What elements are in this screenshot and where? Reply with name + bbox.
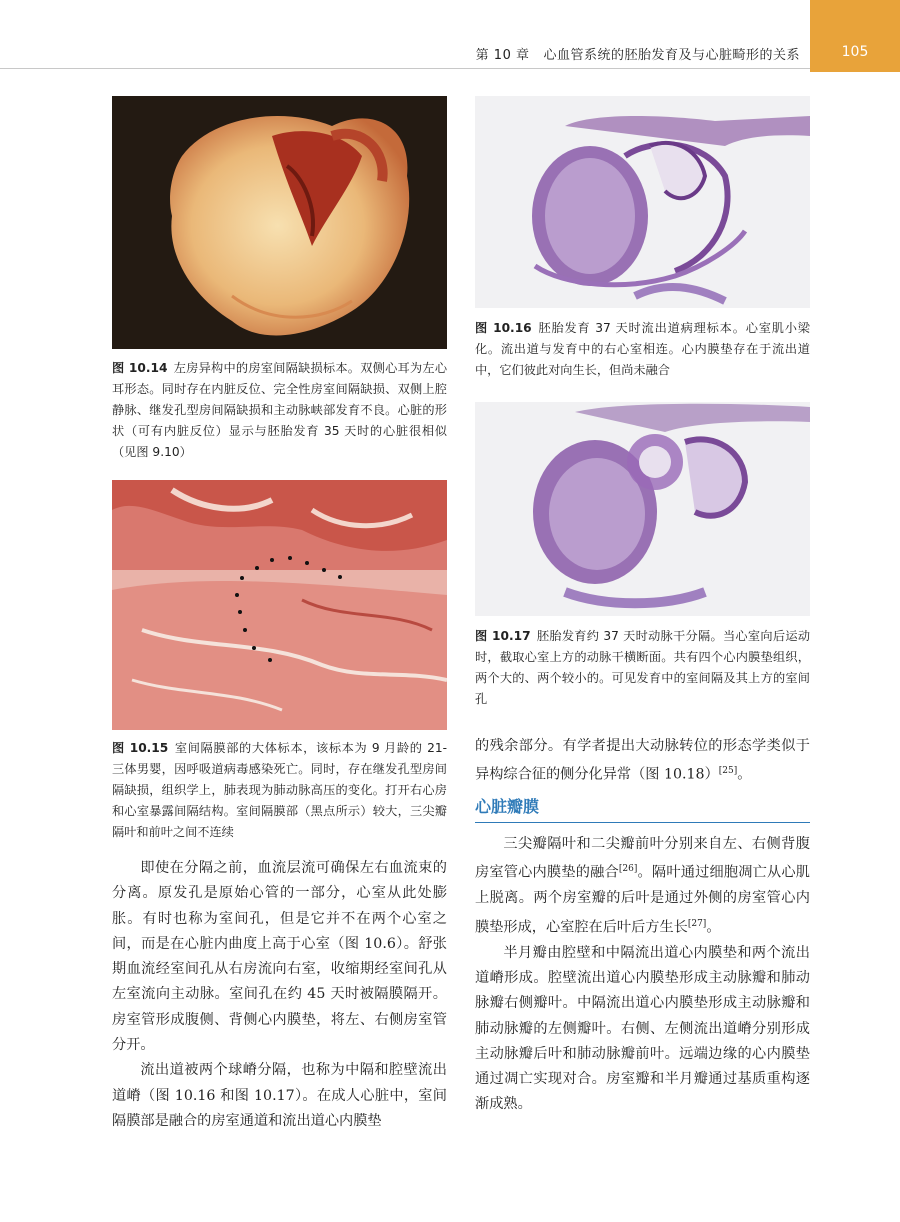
figure-10-15-image [112,480,447,730]
figure-10-17-image [475,402,810,616]
figure-10-14-caption [112,358,447,463]
figure-10-15-caption [112,738,447,843]
page-number: 105 [841,44,869,60]
running-header [476,44,800,63]
paragraph-end: 。 [706,919,721,936]
figure-10-16-caption [475,318,810,381]
page-header [0,0,900,72]
chapter-title: 心血管系统的胚胎发育及与心脏畸形的关系 [543,48,800,63]
caption-text: 左房异构中的房室间隔缺损标本。双侧心耳为左心耳形态。同时存在内脏反位、完全性房室间隔缺损、双侧上腔静脉、继发孔型房间隔缺损和主动脉峡部发育不良。心脏的形状（可有内脏反位）显示与胚胎发育 35 天时的心脏很相似（见图 9.10） [112,361,448,459]
paragraph: 即使在分隔之前，血流层流可确保左右血流束的分离。原发孔是原始心管的一部分，心室从此处膨胀。有时也称为室间孔，但是它并不在两个心室之间，而是在心脏内曲度上高于心室（图 10.6）。舒张期血流经室间孔从右房流向右室，收缩期经室间孔从左室流向主动脉。室间孔在约 45 天时被隔膜隔开。房室管形成腹侧、背侧心内膜垫，将左、右侧房室管分开。 [112,860,447,1054]
citation: [27] [687,918,707,929]
right-column-body [475,832,810,1118]
figure-number: 图 10.16 [475,321,532,335]
citation: [25] [718,766,738,777]
figure-number: 图 10.15 [112,741,169,755]
paragraph: 流出道被两个球嵴分隔，也称为中隔和腔壁流出道嵴（图 10.16 和图 10.17）。在成人心脏中，室间隔膜部是融合的房室通道和流出道心内膜垫 [112,1062,447,1129]
figure-10-14-image [112,96,447,349]
right-column-body-top [475,734,810,788]
paragraph-text: 。隔叶通过细胞凋亡从心肌上脱离。两个房室瓣的后叶是通过外侧的房室管心内膜垫形成，心室腔在后叶后方生长 [475,865,810,936]
figure-10-16-image [475,96,810,308]
paragraph: 半月瓣由腔壁和中隔流出道心内膜垫和两个流出道嵴形成。腔壁流出道心内膜垫形成主动脉瓣和肺动脉瓣右侧瓣叶。中隔流出道心内膜垫形成主动脉瓣和肺动脉瓣的左侧瓣叶。右侧、左侧流出道嵴分别形成主动脉瓣后叶和肺动脉瓣前叶。远端边缘的心内膜垫通过凋亡实现对合。房室瓣和半月瓣通过基质重构逐渐成熟。 [475,944,810,1113]
paragraph [475,832,810,941]
paragraph-end: 。 [737,767,752,784]
septum-specimen-photo [112,480,447,730]
section-heading: 心脏瓣膜 [475,796,810,823]
paragraph-text: 三尖瓣隔叶和二尖瓣前叶分别来自左、右侧背腹房室管心内膜垫的融合 [475,836,810,882]
caption-text: 室间隔膜部的大体标本，该标本为 9 月龄的 21- 三体男婴，因呼吸道病毒感染死亡。同时，存在继发孔型房间隔缺损，组织学上，肺表现为肺动脉高压的变化。打开右心房和心室暴露间隔结构。室间隔膜部（黑点所示）较大，三尖瓣隔叶和前叶之间不连续 [112,741,447,839]
chapter-label: 第 10 章 [475,48,530,63]
paragraph-text: 的残余部分。有学者提出大动脉转位的形态学类似于异构综合征的侧分化异常（图 10.18） [475,738,810,784]
histology-section-photo [475,402,810,616]
figure-10-17-caption [475,626,810,710]
page-number-tab [810,0,900,72]
header-rule [0,68,810,69]
figure-number: 图 10.17 [475,629,531,643]
paragraph [475,734,810,788]
citation: [26] [618,864,638,875]
caption-text: 胚胎发育约 37 天时动脉干分隔。当心室向后运动时，截取心室上方的动脉干横断面。共有四个心内膜垫组织，两个大的、两个较小的。可见发育中的室间隔及其上方的室间孔 [475,629,811,706]
caption-text: 胚胎发育 37 天时流出道病理标本。心室肌小梁化。流出道与发育中的右心室相连。心内膜垫存在于流出道中，它们彼此对向生长，但尚未融合 [475,321,810,377]
left-column-body [112,856,447,1134]
histology-section-photo [475,96,810,308]
heart-specimen-photo [112,96,447,349]
figure-number: 图 10.14 [112,361,168,375]
